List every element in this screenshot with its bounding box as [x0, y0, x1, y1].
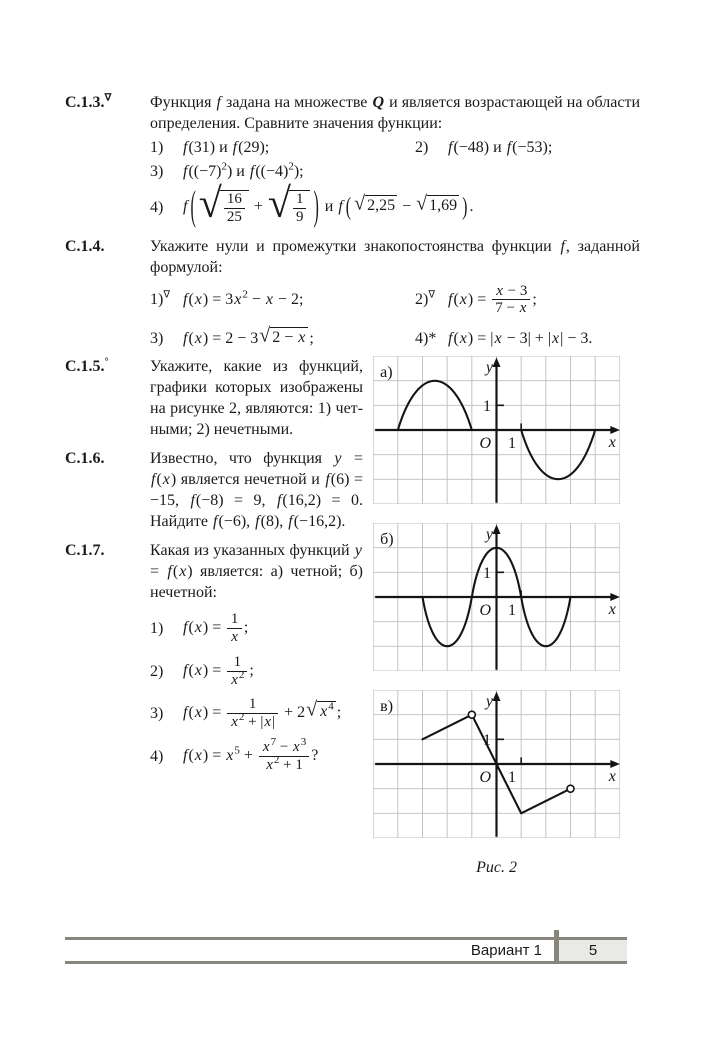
item-label: 4): [150, 747, 164, 765]
y-axis-label: y: [485, 693, 494, 711]
graph-a-plot: [373, 356, 620, 504]
list-item: [150, 696, 363, 731]
list-item: [150, 289, 415, 310]
difficulty-marker: ∇: [104, 92, 112, 104]
problem-text: Укажите, какие из функций, графики которых изображены на рисунке 2, являются: 1) четными; 2) нечетными.: [150, 358, 363, 439]
item-label: 1)∇: [150, 290, 171, 309]
formula: $f(x) = 3x^2 - x - 2$;: [183, 289, 304, 309]
y-axis-arrow: [493, 358, 501, 367]
item-marker: ∇: [428, 290, 436, 302]
problem-c13: [65, 92, 640, 229]
page-content: [65, 92, 640, 878]
problem-body: [150, 540, 363, 781]
open-point: [468, 711, 475, 718]
formula: $f((-7)^2)$ и $f((-4)^2)$;: [183, 160, 304, 180]
list-item: [150, 161, 640, 182]
difficulty-marker: °: [104, 356, 109, 368]
problem-body: [150, 236, 640, 350]
panel-label: в): [380, 698, 394, 716]
problem-number-text: С.1.4.: [65, 237, 105, 255]
page-footer: [65, 930, 627, 966]
problem-text: Функция f задана на множестве Q и является возрастающей на области определения. Сравните значения функции:: [150, 94, 641, 132]
list-item: [150, 654, 363, 689]
formula: f(x) = 2 − 3 √ 2 − x ;: [183, 324, 314, 348]
list-item: [150, 611, 363, 646]
problem-c16: [65, 448, 363, 532]
formula: f(31) и f(29);: [183, 139, 270, 156]
graph-b: [373, 523, 620, 671]
x-axis-label: x: [608, 601, 616, 619]
graph-v-plot: [373, 690, 620, 838]
axes: [375, 525, 620, 670]
y-axis-label: y: [485, 359, 494, 377]
item-label: 3): [150, 329, 164, 347]
formula: f(x) = $\frac{1}{x^2 + |x|}$ + 2 √ $x^4$ ;: [183, 696, 342, 731]
formula: f(x) = |x − 3| + |x| − 3.: [448, 329, 593, 347]
two-column-zone: [65, 356, 640, 878]
origin-label: O: [479, 602, 492, 620]
formula: f(−48) и f(−53);: [448, 139, 553, 156]
x-axis-arrow: [610, 426, 619, 434]
problem-text: Укажите нули и промежутки знакопостоянства функции f, заданной формулой:: [150, 237, 640, 276]
formula: f(x) = $\frac{1}{x}$ ;: [183, 611, 249, 646]
formula: f ( √ $\frac{16}{25}$ + √ $\frac{1}{9}$ ) и f ( √ 2,25 − √ 1,69 ) .: [183, 181, 474, 230]
problem-number: [65, 236, 150, 350]
problem-number: [65, 448, 150, 532]
x-tick-label: 1: [507, 769, 516, 787]
formula: $f(x) = x^5$ + $\frac{x^7 - x^3}{x^2 + 1}$ ?: [183, 736, 319, 773]
list-item: [415, 328, 640, 349]
origin-label: O: [479, 769, 492, 787]
x-tick-label: 1: [507, 435, 516, 453]
variant-label: Вариант 1: [470, 942, 542, 959]
y-axis-label: y: [485, 526, 494, 544]
graph-v: [373, 690, 620, 838]
problem-number: [65, 356, 150, 440]
item-label: 2)∇: [415, 290, 436, 309]
list-item: [415, 137, 640, 158]
item-label: 1): [150, 139, 164, 156]
problem-number-text: С.1.6.: [65, 450, 105, 468]
x-axis-label: x: [608, 768, 616, 786]
item-label: 2): [150, 662, 164, 680]
problem-number: [65, 92, 150, 229]
problem-c15: [65, 356, 363, 440]
x-axis-label: x: [608, 434, 616, 452]
footer-band: [65, 937, 554, 964]
formula: f(x) = $\frac{x - 3}{7 - x}$ ;: [448, 282, 537, 317]
graph-b-plot: [373, 523, 620, 671]
problem-number-text: С.1.7.: [65, 542, 105, 560]
y-tick-label: 1: [483, 732, 492, 750]
panel-label: а): [380, 364, 393, 382]
x-axis-arrow: [610, 760, 619, 768]
figure-column: [373, 356, 620, 878]
y-tick-label: 1: [483, 565, 492, 583]
formula: f(x) = $\frac{1}{x^2}$ ;: [183, 653, 254, 688]
graph-a: [373, 356, 620, 504]
item-label: 3): [150, 163, 164, 180]
problem-body: [150, 448, 363, 532]
open-point: [567, 785, 574, 792]
list-item: [150, 324, 415, 349]
list-item: [150, 181, 640, 230]
problem-body: [150, 92, 640, 229]
problem-body: [150, 356, 363, 440]
item-label: 1): [150, 620, 164, 638]
item-label: 4): [150, 198, 164, 216]
problem-number-text: С.1.3.: [65, 94, 105, 111]
problem-c14: [65, 236, 640, 350]
item-label: 2): [415, 139, 429, 156]
page-number: 5: [588, 942, 598, 959]
item-label: 4)*: [415, 329, 437, 347]
left-column: [65, 356, 363, 878]
page-number-box: [559, 937, 627, 964]
x-axis-arrow: [610, 593, 619, 601]
list-item: [150, 137, 415, 158]
problem-text: Известно, что функция y = f(x) является нечетной и f(6) = −15, f(−8) = 9, f(16,2) = 0. Найдите f(−6), f(8), f(−16,2).: [150, 450, 363, 531]
item-label: 3): [150, 705, 164, 723]
problem-number: [65, 540, 150, 781]
list-item: [150, 736, 363, 774]
item-marker: ∇: [163, 290, 171, 302]
y-axis-arrow: [493, 692, 501, 701]
list-item: [415, 283, 640, 318]
item-grid: [150, 283, 640, 350]
origin-label: O: [479, 435, 492, 453]
problem-c17: [65, 540, 363, 781]
panel-label: б): [380, 531, 394, 549]
y-tick-label: 1: [483, 398, 492, 416]
problem-text: Какая из указанных функций y = f(x) является: а) четной; б) нечетной:: [150, 542, 363, 602]
x-tick-label: 1: [507, 602, 516, 620]
problem-number-text: С.1.5.: [65, 358, 105, 376]
item-grid: [150, 137, 640, 158]
axes: [375, 358, 620, 503]
figure-caption: Рис. 2: [476, 859, 517, 877]
y-axis-arrow: [493, 525, 501, 534]
